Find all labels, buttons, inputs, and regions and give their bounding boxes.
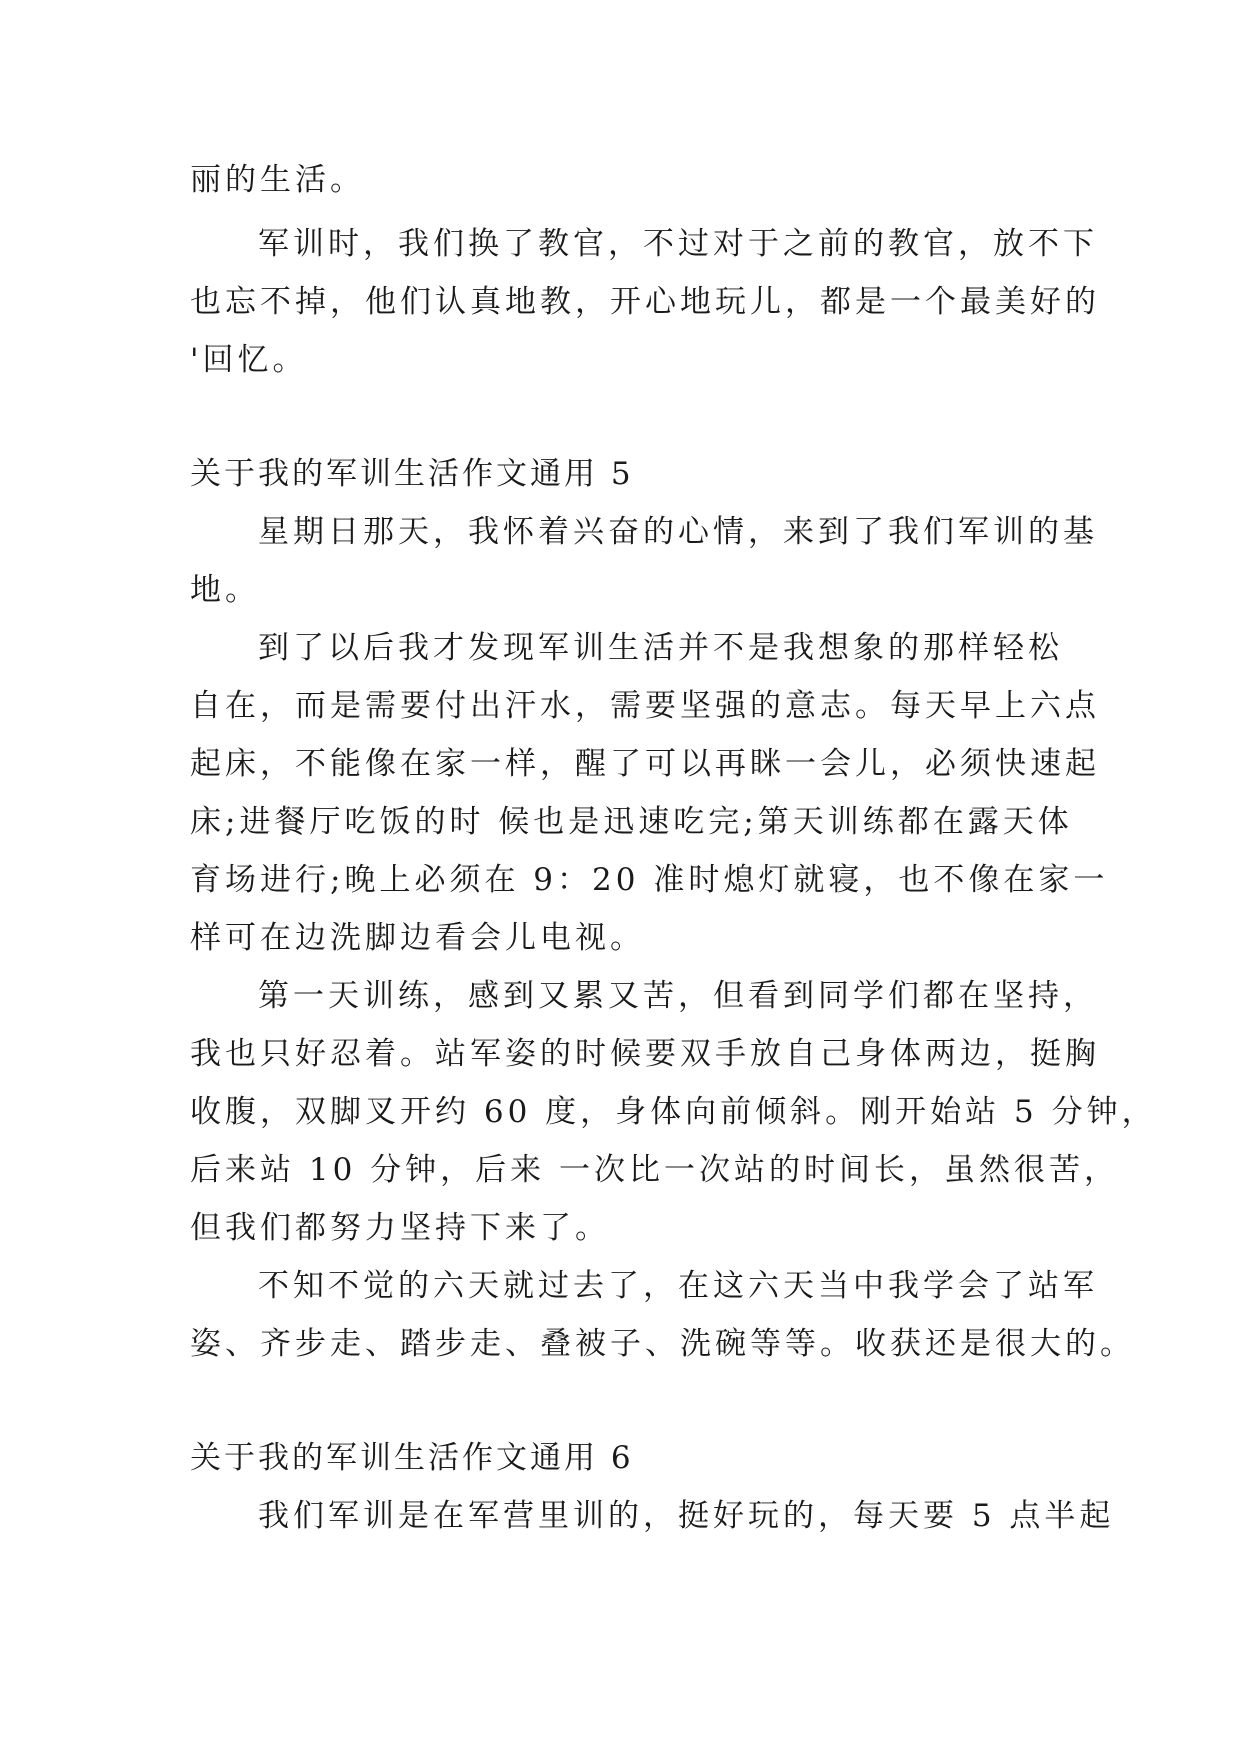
- text-line: 起床，不能像在家一样，醒了可以再眯一会儿，必须快速起: [190, 746, 1100, 782]
- text-line: 我也只好忍着。站军姿的时候要双手放自己身体两边，挺胸: [190, 1036, 1100, 1072]
- text-line: 床;进餐厅吃饭的时 候也是迅速吃完;第天训练都在露天体: [190, 804, 1073, 840]
- text-line: 军训时，我们换了教官，不过对于之前的教官，放不下: [258, 226, 1098, 262]
- text-line: 我们军训是在军营里训的，挺好玩的，每天要 5 点半起: [258, 1498, 1115, 1534]
- text-line: 不知不觉的六天就过去了，在这六天当中我学会了站军: [258, 1268, 1098, 1304]
- text-line: 姿、齐步走、踏步走、叠被子、洗碗等等。收获还是很大的。: [190, 1326, 1135, 1362]
- section-heading: 关于我的军训生活作文通用 5: [190, 456, 634, 492]
- text-line: 但我们都努力坚持下来了。: [190, 1210, 610, 1246]
- text-line: 自在，而是需要付出汗水，需要坚强的意志。每天早上六点: [190, 688, 1100, 724]
- text-line: 到了以后我才发现军训生活并不是我想象的那样轻松: [258, 630, 1063, 666]
- text-line: 星期日那天，我怀着兴奋的心情，来到了我们军训的基: [258, 514, 1098, 550]
- text-line: 收腹，双脚叉开约 60 度，身体向前倾斜。刚开始站 5 分钟，: [190, 1094, 1157, 1130]
- text-line: 育场进行;晚上必须在 9：20 准时熄灯就寝，也不像在家一: [190, 862, 1109, 898]
- text-line: 样可在边洗脚边看会儿电视。: [190, 920, 645, 956]
- text-line: 也忘不掉，他们认真地教，开心地玩儿，都是一个最美好的: [190, 284, 1100, 320]
- section-heading: 关于我的军训生活作文通用 6: [190, 1440, 634, 1476]
- text-line: '回忆。: [190, 342, 308, 378]
- text-line: 丽的生活。: [190, 162, 365, 198]
- text-line: 后来站 10 分钟，后来 一次比一次站的时间长，虽然很苦，: [190, 1152, 1120, 1188]
- text-line: 第一天训练，感到又累又苦，但看到同学们都在坚持，: [258, 978, 1098, 1014]
- text-line: 地。: [190, 572, 260, 608]
